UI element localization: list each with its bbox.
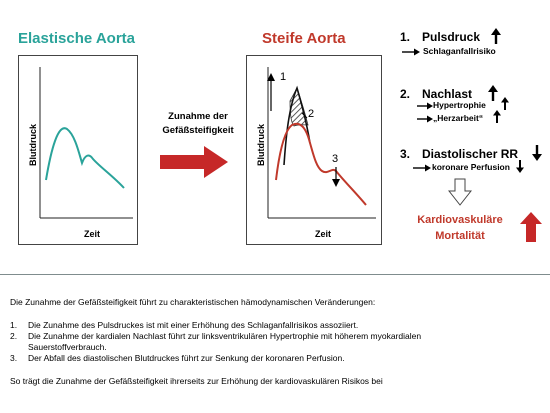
list-item-1-num: 1. — [400, 30, 411, 44]
list-item-1-title: Pulsdruck — [422, 30, 481, 44]
stiffness-increase-label — [152, 110, 244, 138]
intro-text: Die Zunahme der Gefäßsteifigkeit führt zu charakteristischen hämodynamischen Veränderungen: — [10, 297, 376, 307]
cardiovascular-mortality — [395, 212, 525, 244]
text-item-3 — [10, 353, 540, 364]
mortality-line1: Kardiovaskuläre — [417, 214, 503, 226]
mortality-up-icon — [520, 212, 542, 242]
perfusion-down-icon — [516, 160, 524, 173]
stiffness-label-line2: Gefäßsteifigkeit — [162, 125, 234, 136]
text-item-3-text: Der Abfall des diastolischen Blutdruckes führt zur Senkung der koronaren Perfusion. — [28, 353, 345, 363]
pulse-pressure-up-icon — [491, 28, 501, 44]
text-item-2-text: Die Zunahme der kardialen Nachlast führt zur linksventrikulären Hypertrophie mit höherem myokardialen Sauerstoffverbrauch. — [28, 331, 422, 352]
list-item-2-title: Nachlast — [422, 87, 473, 101]
left-y-label: Blutdruck — [28, 123, 38, 166]
list-item-3-num: 3. — [400, 147, 411, 161]
result-arrow-icon — [402, 48, 420, 56]
diastolic-down-icon — [532, 145, 542, 161]
stiff-aorta-title: Steife Aorta — [262, 30, 346, 47]
transition-arrow-icon — [160, 145, 230, 180]
divider — [0, 274, 550, 275]
text-item-2-num: 2. — [10, 331, 18, 341]
marker-3: 3 — [332, 153, 339, 165]
text-item-1-text: Die Zunahme des Pulsdruckes ist mit einer Erhöhung des Schlaganfallrisikos assoziiert. — [28, 320, 359, 330]
result-arrow-icon — [417, 115, 433, 123]
list-item-2-sub-1: Hypertrophie — [433, 100, 486, 110]
afterload-up-icon — [488, 85, 498, 101]
text-item-1-num: 1. — [10, 320, 18, 330]
left-x-label: Zeit — [84, 229, 101, 239]
marker-1: 1 — [280, 71, 287, 83]
list-item-3-sub-1: koronare Perfusion — [432, 162, 510, 172]
right-x-label: Zeit — [315, 229, 332, 239]
list-item-3-title: Diastolischer RR — [422, 147, 519, 161]
right-y-label: Blutdruck — [256, 123, 266, 166]
cardiac-work-up-icon — [493, 110, 501, 123]
list-item-2-num: 2. — [400, 87, 411, 101]
summary-text: So trägt die Zunahme der Gefäßsteifigkeit ihrerseits zur Erhöhung der kardiovaskulären Risikos bei — [10, 376, 383, 386]
hollow-down-arrow-icon — [448, 178, 472, 206]
list-item-2-sub-2: „Herzarbeit“ — [433, 113, 484, 123]
list-item-1-sub-1: Schlaganfallrisiko — [423, 46, 496, 56]
result-arrow-icon — [413, 164, 431, 172]
stiffness-label-line1: Zunahme der — [168, 111, 228, 122]
result-arrow-icon — [417, 102, 433, 110]
stiff-aorta-chart — [246, 55, 382, 245]
text-item-1 — [10, 320, 540, 331]
marker-2: 2 — [308, 108, 315, 120]
chart-frame — [247, 56, 382, 245]
hypertrophy-up-icon — [501, 97, 509, 110]
mortality-line2: Mortalität — [435, 230, 485, 242]
elastic-aorta-title: Elastische Aorta — [18, 30, 135, 47]
text-item-2 — [10, 331, 540, 353]
text-item-3-num: 3. — [10, 353, 18, 363]
